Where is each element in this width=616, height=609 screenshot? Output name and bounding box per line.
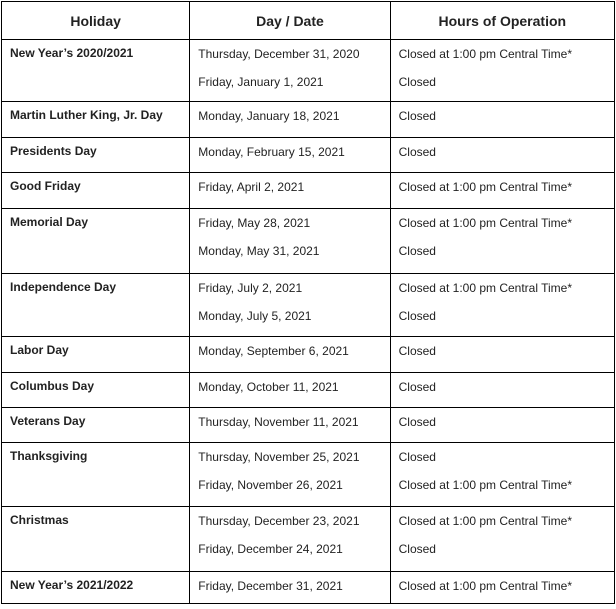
date-text: Thursday, December 23, 2021 xyxy=(198,514,360,528)
hours-text-cell xyxy=(390,408,614,443)
line-spacer xyxy=(391,231,614,243)
date-text: Monday, October 11, 2021 xyxy=(198,380,339,394)
date-text: Friday, April 2, 2021 xyxy=(198,180,305,194)
holiday-name: Presidents Day xyxy=(2,138,190,173)
date-text: Monday, May 31, 2021 xyxy=(198,244,320,258)
table-row xyxy=(2,102,615,138)
hours-text: Closed at 1:00 pm Central Time* xyxy=(398,579,573,593)
table-row xyxy=(2,274,615,337)
hours-text-cell xyxy=(390,40,614,102)
hours-text-cell xyxy=(390,443,614,507)
date-text-cell xyxy=(190,507,390,572)
holiday-name: Veterans Day xyxy=(2,408,190,443)
hours-text: Closed at 1:00 pm Central Time* xyxy=(398,216,573,230)
holiday-name: Memorial Day xyxy=(2,209,190,274)
line-spacer xyxy=(190,231,389,243)
date-text-cell xyxy=(190,274,390,337)
date-text: Friday, January 1, 2021 xyxy=(198,75,324,89)
header-row xyxy=(2,2,615,40)
holiday-name: Labor Day xyxy=(2,337,190,373)
hours-text: Closed xyxy=(398,450,436,464)
holiday-name: New Year’s 2021/2022 xyxy=(2,572,190,604)
hours-text-cell xyxy=(390,337,614,373)
line-spacer xyxy=(190,62,389,74)
holiday-name: Good Friday xyxy=(2,173,190,209)
line-spacer xyxy=(391,529,614,541)
table-row xyxy=(2,408,615,443)
date-text-cell xyxy=(190,138,390,173)
date-text: Thursday, November 11, 2021 xyxy=(198,415,359,429)
table-row xyxy=(2,138,615,173)
holiday-name: Christmas xyxy=(2,507,190,572)
date-text: Friday, May 28, 2021 xyxy=(198,216,311,230)
date-text-cell xyxy=(190,102,390,138)
line-spacer xyxy=(391,296,614,308)
line-spacer xyxy=(190,529,389,541)
hours-text: Closed xyxy=(398,309,436,323)
hours-text: Closed at 1:00 pm Central Time* xyxy=(398,180,573,194)
hours-text: Closed xyxy=(398,75,436,89)
hours-text-cell xyxy=(390,138,614,173)
table-row xyxy=(2,373,615,408)
table-row xyxy=(2,507,615,572)
hours-text: Closed at 1:00 pm Central Time* xyxy=(398,281,573,295)
holiday-name: Columbus Day xyxy=(2,373,190,408)
line-spacer xyxy=(190,465,389,477)
holiday-name: Martin Luther King, Jr. Day xyxy=(2,102,190,138)
hours-text: Closed xyxy=(398,380,436,394)
hours-text: Closed xyxy=(398,109,436,123)
date-text-cell xyxy=(190,40,390,102)
hours-column-header: Hours of Operation xyxy=(390,2,614,40)
date-text: Thursday, December 31, 2020 xyxy=(198,47,360,61)
line-spacer xyxy=(391,62,614,74)
hours-text: Closed at 1:00 pm Central Time* xyxy=(398,478,573,492)
date-text-cell xyxy=(190,408,390,443)
table-row xyxy=(2,443,615,507)
table-row xyxy=(2,209,615,274)
hours-text-cell xyxy=(390,274,614,337)
table-row xyxy=(2,40,615,102)
holiday-name: New Year’s 2020/2021 xyxy=(2,40,190,102)
date-text-cell xyxy=(190,443,390,507)
hours-text: Closed at 1:00 pm Central Time* xyxy=(398,47,573,61)
hours-text-cell xyxy=(390,209,614,274)
holiday-column-header: Holiday xyxy=(2,2,190,40)
date-text: Monday, July 5, 2021 xyxy=(198,309,312,323)
date-text-cell xyxy=(190,337,390,373)
hours-text: Closed at 1:00 pm Central Time* xyxy=(398,514,573,528)
date-text-cell xyxy=(190,373,390,408)
date-text: Monday, February 15, 2021 xyxy=(198,145,345,159)
date-text: Friday, July 2, 2021 xyxy=(198,281,303,295)
date-text: Friday, December 24, 2021 xyxy=(198,542,343,556)
holiday-name: Independence Day xyxy=(2,274,190,337)
hours-text-cell xyxy=(390,102,614,138)
hours-text-cell xyxy=(390,507,614,572)
hours-text: Closed xyxy=(398,145,436,159)
date-text: Monday, January 18, 2021 xyxy=(198,109,340,123)
date-text: Friday, November 26, 2021 xyxy=(198,478,343,492)
hours-text-cell xyxy=(390,173,614,209)
date-text: Thursday, November 25, 2021 xyxy=(198,450,360,464)
hours-text: Closed xyxy=(398,244,436,258)
hours-text: Closed xyxy=(398,415,436,429)
date-column-header: Day / Date xyxy=(190,2,390,40)
table-row xyxy=(2,173,615,209)
table-body xyxy=(2,40,615,604)
date-text: Monday, September 6, 2021 xyxy=(198,344,349,358)
holiday-name: Thanksgiving xyxy=(2,443,190,507)
date-text-cell xyxy=(190,173,390,209)
date-text-cell xyxy=(190,572,390,604)
table-row xyxy=(2,572,615,604)
date-text-cell xyxy=(190,209,390,274)
hours-text: Closed xyxy=(398,542,436,556)
date-text: Friday, December 31, 2021 xyxy=(198,579,343,593)
hours-text-cell xyxy=(390,373,614,408)
line-spacer xyxy=(391,465,614,477)
hours-text-cell xyxy=(390,572,614,604)
hours-text: Closed xyxy=(398,344,436,358)
table-row xyxy=(2,337,615,373)
holiday-hours-table xyxy=(1,1,615,604)
line-spacer xyxy=(190,296,389,308)
